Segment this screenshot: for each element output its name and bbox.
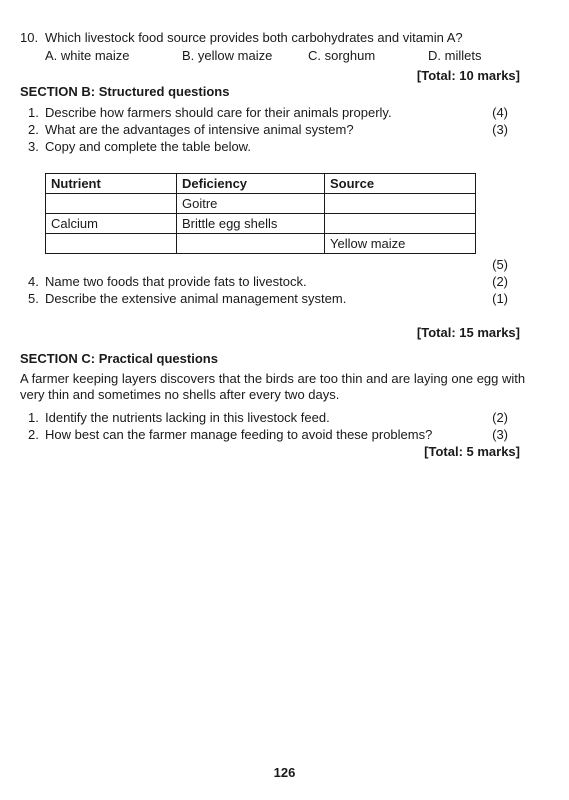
table-row xyxy=(46,234,476,254)
table-header-row xyxy=(46,174,476,194)
option-a: A. white maize xyxy=(45,48,130,63)
total-marks-q10: [Total: 10 marks] xyxy=(416,68,520,83)
table-cell: Calcium xyxy=(46,214,177,234)
b-question-2-text: What are the advantages of intensive animal system? xyxy=(45,122,354,137)
b-question-1-marks: (4) xyxy=(492,105,508,120)
b-question-5-marks: (1) xyxy=(492,291,508,306)
b-question-1-text: Describe how farmers should care for their animals properly. xyxy=(45,105,392,120)
c-question-1-number: 1. xyxy=(28,410,39,425)
c-question-2-text: How best can the farmer manage feeding to avoid these problems? xyxy=(45,427,433,442)
b-question-3-number: 3. xyxy=(28,139,39,154)
b-question-2-marks: (3) xyxy=(492,122,508,137)
b-question-2-number: 2. xyxy=(28,122,39,137)
b-question-3-marks: (5) xyxy=(492,257,508,272)
table-row xyxy=(46,214,476,234)
section-c-intro-line-1: A farmer keeping layers discovers that the birds are too thin and are laying one egg with xyxy=(20,371,526,386)
b-question-4-marks: (2) xyxy=(492,274,508,289)
page-number: 126 xyxy=(273,765,296,780)
question-10-text: Which livestock food source provides both carbohydrates and vitamin A? xyxy=(45,30,463,45)
section-c-intro-line-2: very thin and sometimes no shells after every two days. xyxy=(20,387,340,402)
table-cell xyxy=(177,234,325,254)
option-b: B. yellow maize xyxy=(182,48,273,63)
c-question-2-number: 2. xyxy=(28,427,39,442)
table-cell xyxy=(46,234,177,254)
c-question-1-marks: (2) xyxy=(492,410,508,425)
total-marks-section-b: [Total: 15 marks] xyxy=(416,325,520,340)
section-b-heading: SECTION B: Structured questions xyxy=(20,84,230,99)
table-cell: Yellow maize xyxy=(325,234,476,254)
b-question-4-text: Name two foods that provide fats to livestock. xyxy=(45,274,307,289)
total-marks-section-c: [Total: 5 marks] xyxy=(424,444,520,459)
b-question-1-number: 1. xyxy=(28,105,39,120)
c-question-2-marks: (3) xyxy=(492,427,508,442)
option-c: C. sorghum xyxy=(308,48,376,63)
b-question-5-number: 5. xyxy=(28,291,39,306)
nutrient-table xyxy=(45,173,476,254)
table-cell xyxy=(325,194,476,214)
table-cell xyxy=(325,214,476,234)
section-c-heading: SECTION C: Practical questions xyxy=(20,351,218,366)
table-row xyxy=(46,194,476,214)
table-cell: Goitre xyxy=(177,194,325,214)
b-question-3-text: Copy and complete the table below. xyxy=(45,139,251,154)
table-cell: Brittle egg shells xyxy=(177,214,325,234)
c-question-1-text: Identify the nutrients lacking in this livestock feed. xyxy=(45,410,330,425)
table-header-deficiency: Deficiency xyxy=(177,174,325,194)
question-10-number: 10. xyxy=(20,30,39,45)
b-question-5-text: Describe the extensive animal management system. xyxy=(45,291,347,306)
table-header-nutrient: Nutrient xyxy=(46,174,177,194)
b-question-4-number: 4. xyxy=(28,274,39,289)
table-cell xyxy=(46,194,177,214)
option-d: D. millets xyxy=(428,48,482,63)
table-header-source: Source xyxy=(325,174,476,194)
